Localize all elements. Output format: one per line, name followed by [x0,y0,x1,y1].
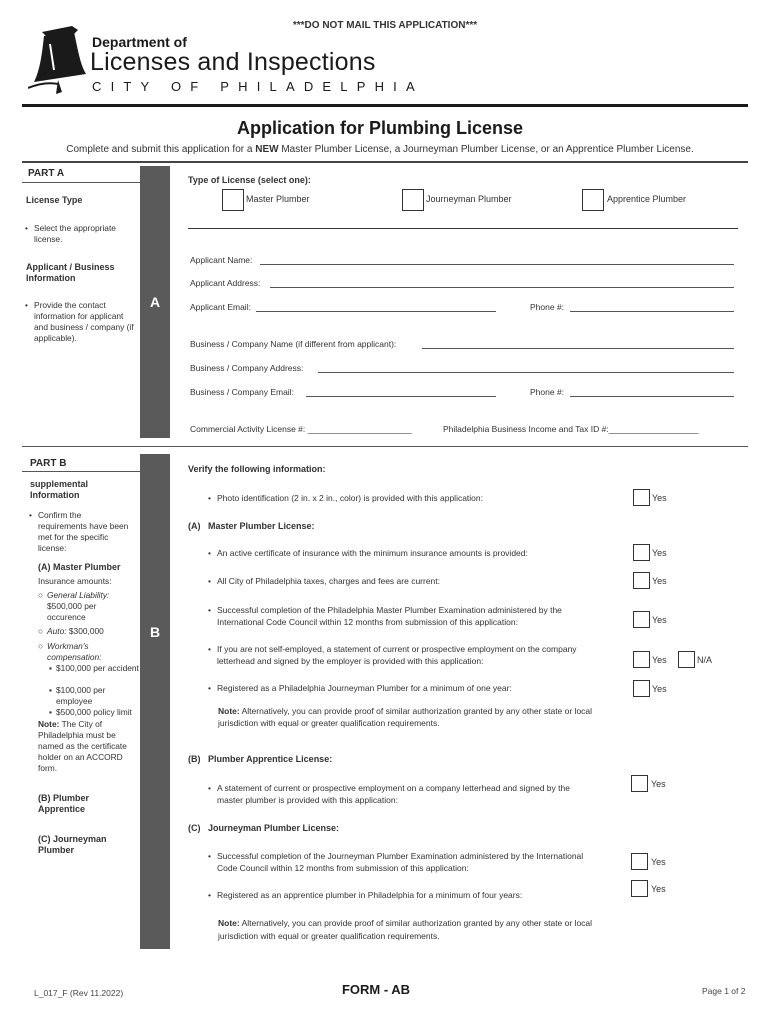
liberty-bell-icon [28,24,90,96]
apprentice-years-item: • Registered as an apprentice plumber in Philadelphia for a minimum of four years: [217,890,617,900]
part-b-bar-label: B [149,624,161,640]
part-a-bar [140,166,170,438]
business-address-field[interactable] [318,372,734,373]
intro-rule [22,161,748,163]
workmans-comp: ○ Workman's compensation: [38,641,102,662]
insurance-yes-checkbox[interactable] [633,544,650,561]
license-type-note: • Select the appropriate license. [34,223,132,245]
yes-label: Yes [652,655,667,665]
insurance-item: • An active certificate of insurance with the minimum insurance amounts is provided: [217,548,617,558]
business-phone-field[interactable] [570,396,734,397]
form-label: FORM - AB [341,982,411,997]
intro-text: Complete and submit this application for a NEW Master Plumber License, a Journeyman Plumber License, or an Apprentice Plumber License. [66,144,694,155]
journeyman-heading: (C) Journeyman Plumber [38,834,107,855]
business-phone-label: Phone #: [530,387,565,397]
photo-id-item: • Photo identification (2 in. x 2 in., color) is provided with this application: [217,493,617,503]
logo-city: CITY OF PHILADELPHIA [92,79,424,94]
yes-label: Yes [652,576,667,586]
form-code: L_017_F (Rev 11.2022) [34,988,124,998]
applicant-address-label: Applicant Address: [190,278,261,288]
verify-label: Verify the following information: [188,464,326,474]
applicant-phone-label: Phone #: [530,302,565,312]
taxes-item: • All City of Philadelphia taxes, charges and fees are current: [217,576,617,586]
apprentice-plumber-option: Apprentice Plumber [607,194,687,204]
business-name-label: Business / Company Name (if different from applicant): [190,339,397,349]
business-email-label: Business / Company Email: [190,387,294,397]
apprentice-statement-yes-checkbox[interactable] [631,775,648,792]
supplemental-heading: supplemental Information [30,479,89,500]
auto-insurance: ○ Auto: $300,000 [38,626,104,636]
part-a-rule [22,182,140,183]
journeyman-plumber-checkbox[interactable] [402,189,424,211]
taxes-yes-checkbox[interactable] [633,572,650,589]
yes-label: Yes [652,493,667,503]
master-plumber-heading: (A) Master Plumber [38,562,121,572]
photo-id-yes-checkbox[interactable] [633,489,650,506]
yes-label: Yes [652,684,667,694]
part-divider [22,446,748,447]
workmans-item: ▪ $500,000 policy limit [49,707,132,717]
note-a: Note: Alternatively, you can provide proof of similar authorization granted by any other state or local jurisdiction with equal or greater qualification requirements. [218,706,593,728]
insurance-label: Insurance amounts: [38,576,112,586]
license-type-label: Type of License (select one): [188,175,311,185]
certificate-holder-note: Note: The City of Philadelphia must be named as the certificate holder on an ACCORD form. [38,719,127,773]
part-b-rule [22,471,140,472]
applicant-email-field[interactable] [256,311,496,312]
general-liability: ○ General Liability: $500,000 per occurence [38,590,110,622]
master-exam-yes-checkbox[interactable] [633,611,650,628]
do-not-mail-notice: ***DO NOT MAIL THIS APPLICATION*** [292,20,478,31]
apprentice-heading: (B) Plumber Apprentice [38,793,90,814]
apprentice-plumber-checkbox[interactable] [582,189,604,211]
master-plumber-checkbox[interactable] [222,189,244,211]
business-address-label: Business / Company Address: [190,363,304,373]
master-license-section: (A) Master Plumber License: [188,521,315,531]
business-email-field[interactable] [306,396,496,397]
yes-label: Yes [651,857,666,867]
applicant-heading: Applicant / Business Information [26,262,115,283]
employment-yes-checkbox[interactable] [633,651,650,668]
master-exam-item: • Successful completion of the Philadelphia Master Plumber Examination administered by the International Code Council within 12 months from submission of this application: [217,604,597,628]
license-type-rule [188,228,738,229]
employment-item: • If you are not self-employed, a statement of current or prospective employment on the company letterhead and signed by the employer is provided with this application: [217,643,597,667]
logo-department: Department of [92,34,187,50]
journeyman-license-section: (C) Journeyman Plumber License: [188,823,340,833]
apprentice-statement-item: • A statement of current or prospective employment on a company letterhead and signed by the master plumber is provided with this application: [217,782,597,806]
note-c: Note: Alternatively, you can provide proof of similar authorization granted by any other state or local jurisdiction with equal or greater qualification requirements. [218,918,593,941]
yes-label: Yes [651,779,666,789]
applicant-note: • Provide the contact information for applicant and business / company (if applicable). [34,300,134,344]
applicant-email-label: Applicant Email: [190,302,251,312]
journeyman-registered-yes-checkbox[interactable] [633,680,650,697]
master-plumber-option: Master Plumber [246,194,310,204]
apprentice-license-section: (B) Plumber Apprentice License: [188,754,333,764]
workmans-item: ▪ $100,000 per accident [49,663,139,673]
part-b-bar [140,454,170,949]
na-label: N/A [697,655,713,665]
applicant-address-field[interactable] [270,287,734,288]
workmans-item: ▪ $100,000 per employee [49,685,106,706]
applicant-name-field[interactable] [260,264,734,265]
part-b-heading: PART B [30,458,67,469]
confirm-note: • Confirm the requirements have been met for the specific license: [38,510,132,554]
logo-title: Licenses and Inspections [90,48,376,76]
employment-na-checkbox[interactable] [678,651,695,668]
apprentice-years-yes-checkbox[interactable] [631,880,648,897]
license-type-heading: License Type [26,195,83,205]
journeyman-plumber-option: Journeyman Plumber [426,194,512,204]
journeyman-exam-item: • Successful completion of the Journeyman Plumber Examination administered by the International Code Council within 12 months from submission of this application: [217,850,597,874]
commercial-license-field[interactable]: Commercial Activity License #: ______________________ [190,424,412,434]
journeyman-registered-item: • Registered as a Philadelphia Journeyman Plumber for a minimum of one year: [217,683,617,693]
part-a-bar-label: A [149,294,161,310]
applicant-name-label: Applicant Name: [190,255,253,265]
journeyman-exam-yes-checkbox[interactable] [631,853,648,870]
header-rule [22,104,748,107]
tax-id-field[interactable]: Philadelphia Business Income and Tax ID #:___________________ [443,424,699,434]
part-a-heading: PART A [28,168,65,179]
page-title: Application for Plumbing License [236,118,524,138]
business-name-field[interactable] [422,348,734,349]
applicant-phone-field[interactable] [570,311,734,312]
yes-label: Yes [652,548,667,558]
page-number: Page 1 of 2 [702,986,746,996]
yes-label: Yes [651,884,666,894]
yes-label: Yes [652,615,667,625]
